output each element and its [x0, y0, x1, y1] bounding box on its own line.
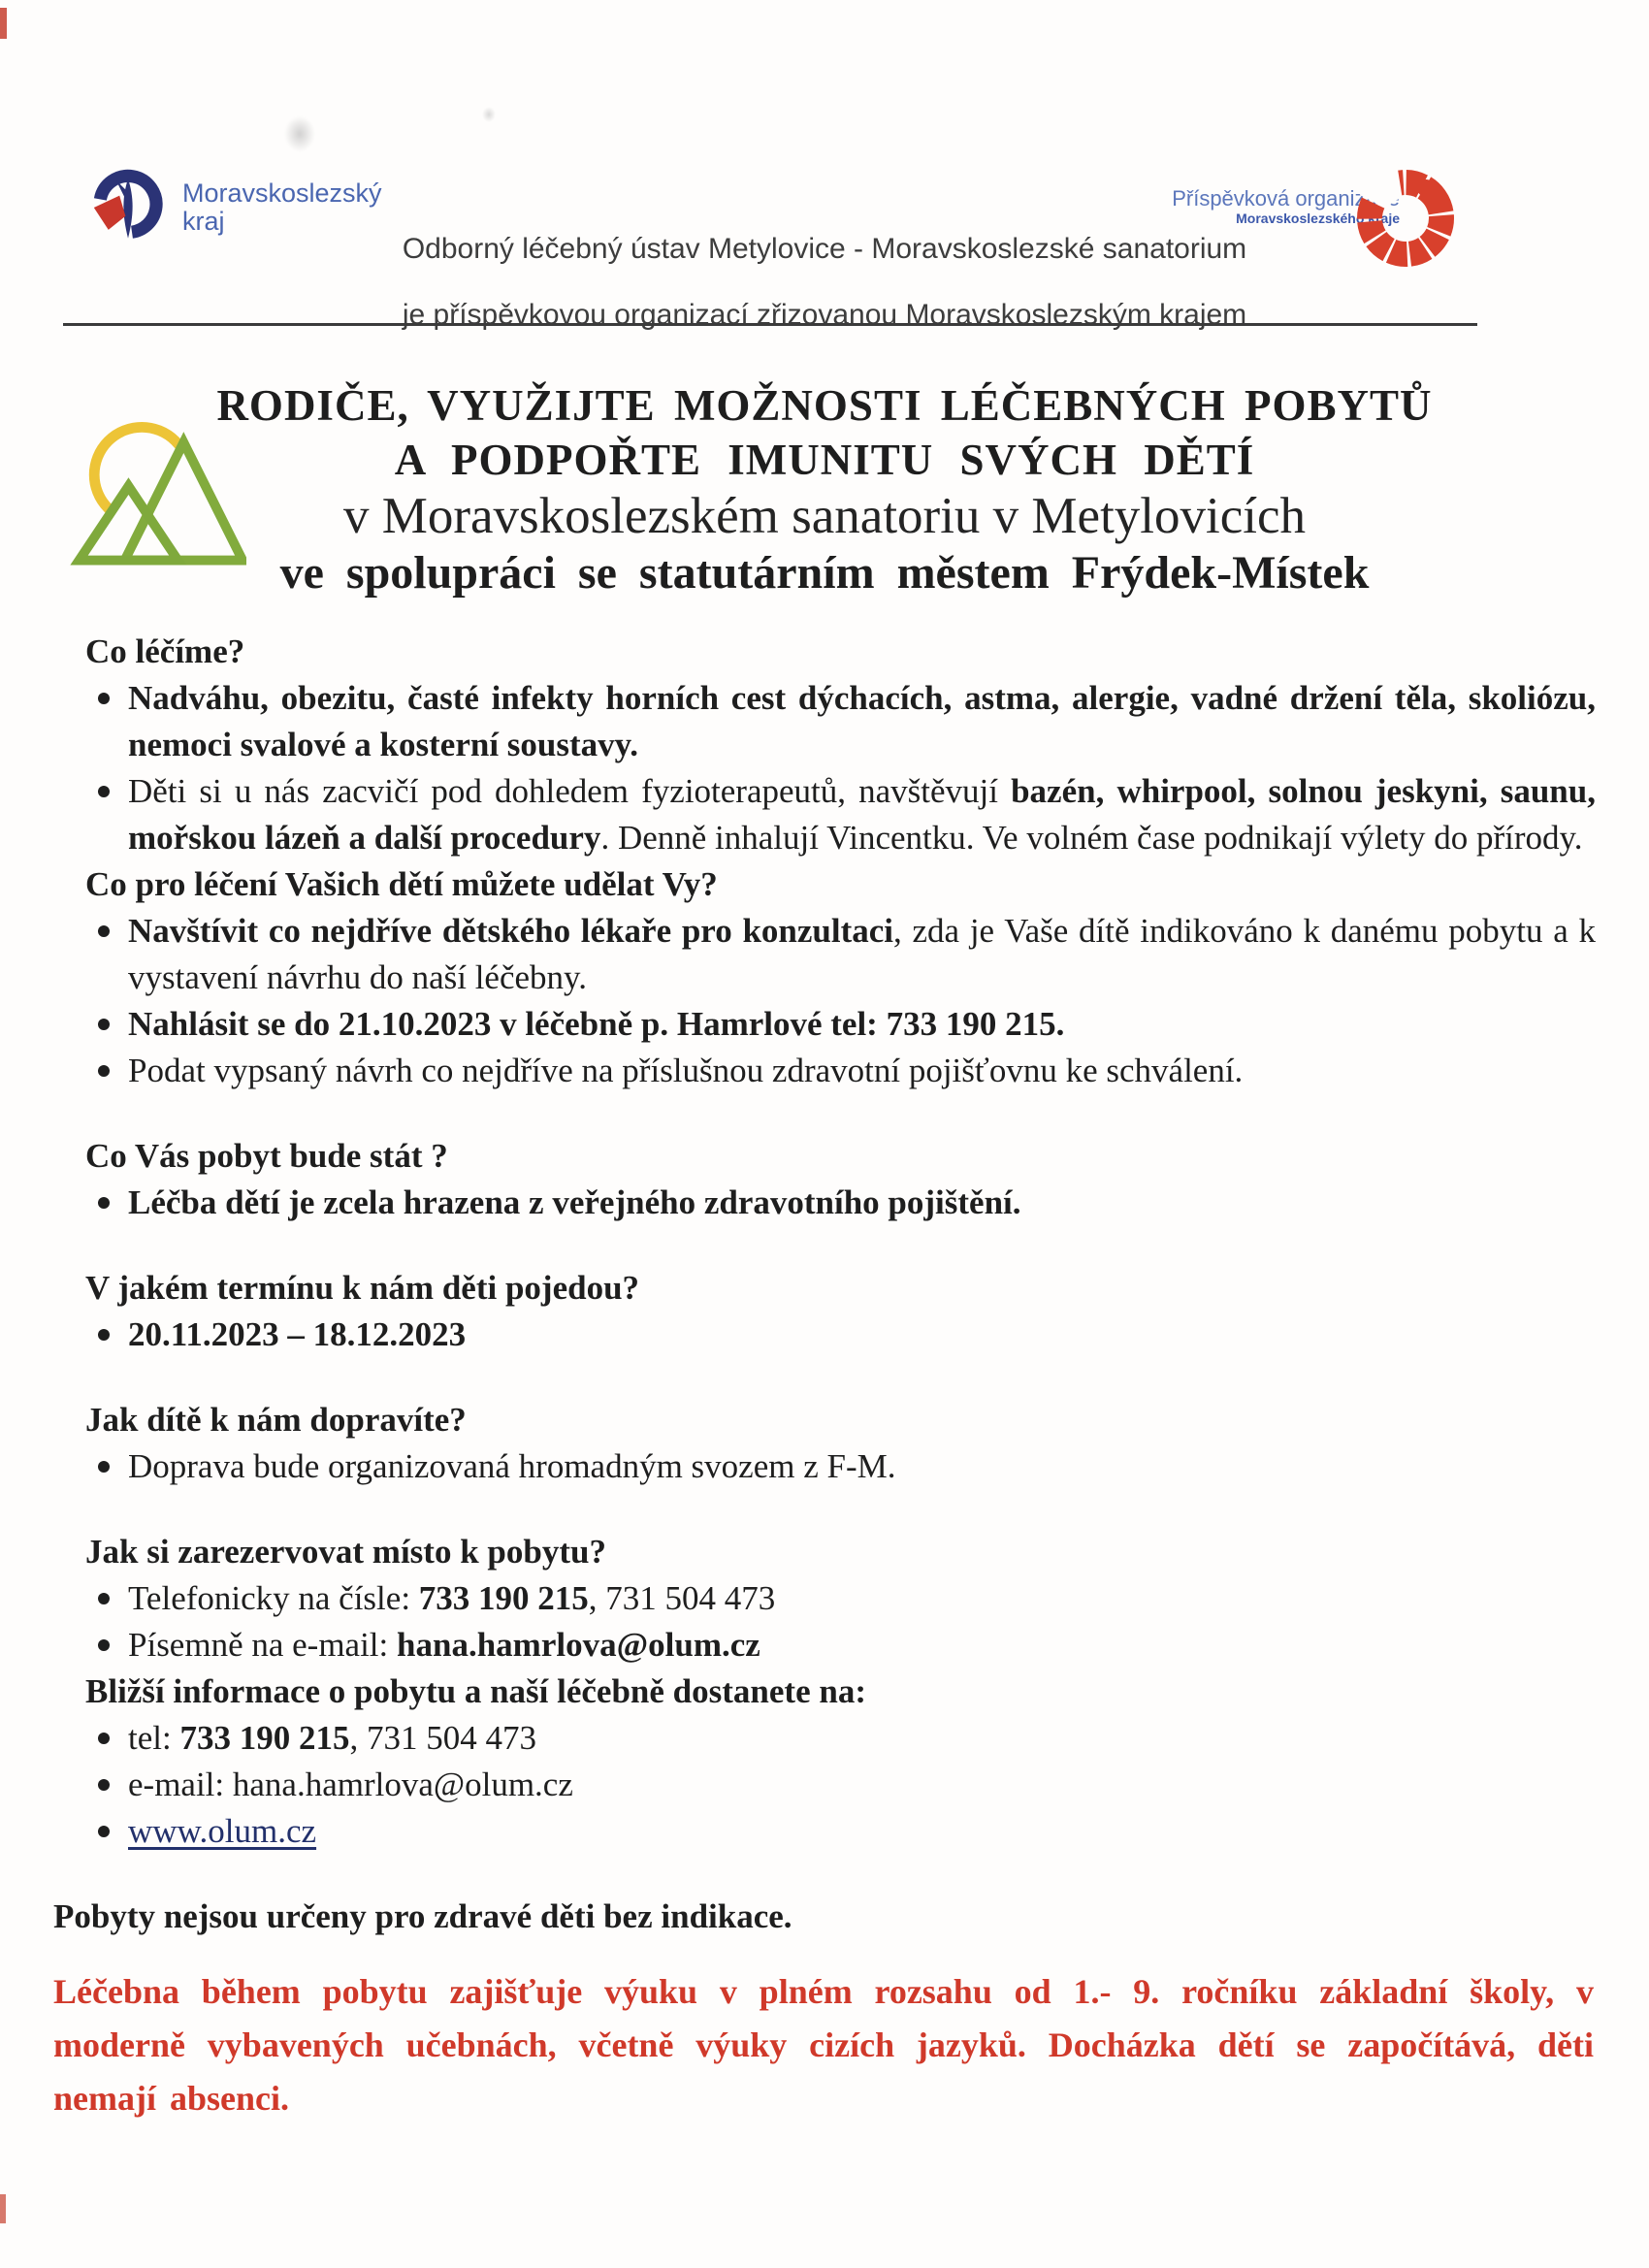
- list-more-info: [85, 1715, 1596, 1855]
- bullet-text: Léčba dětí je zcela hrazena z veřejného zdravotního pojištění.: [128, 1183, 1021, 1221]
- section-heading-what-you-can-do: Co pro léčení Vašich dětí můžete udělat Vy?: [85, 865, 718, 903]
- title-line2: A PODPOŘTE IMUNITU SVÝCH DĚTÍ: [394, 436, 1255, 484]
- region-logo-label-line2: kraj: [182, 207, 225, 236]
- bullet-text: Doprava bude organizovaná hromadným svozem z F-M.: [128, 1447, 896, 1485]
- bullet-text: , 731 504 473: [349, 1719, 536, 1757]
- no-healthy-children-note: Pobyty nejsou určeny pro zdravé děti bez indikace.: [53, 1897, 792, 1935]
- bullet-text: Nahlásit se do 21.10.2023 v léčebně p. Hamrlové tel: 733 190 215.: [128, 1005, 1065, 1043]
- moravskoslezsky-kraj-logo-icon: [85, 163, 171, 252]
- contributory-org-line1: Příspěvková organizace: [1172, 186, 1400, 211]
- institution-description: [349, 202, 1300, 363]
- bullet-text: 20.11.2023 – 18.12.2023: [128, 1315, 467, 1353]
- phone-number: 733 190 215: [179, 1719, 350, 1757]
- list-dates: [85, 1312, 1596, 1358]
- document-header: [0, 0, 1649, 331]
- institution-line1: Odborný léčebný ústav Metylovice - Moravskoslezské sanatorium: [402, 233, 1247, 265]
- section-heading-transport: Jak dítě k nám dopravíte?: [85, 1401, 467, 1439]
- header-divider: [63, 323, 1477, 326]
- email-address: hana.hamrlova@olum.cz: [397, 1626, 760, 1664]
- list-item: [85, 1762, 1596, 1808]
- section-heading-cost: Co Vás pobyt bude stát ?: [85, 1137, 448, 1175]
- bullet-text: . Denně inhalují Vincentku. Ve volném čase podnikají výlety do přírody.: [600, 819, 1583, 857]
- bullet-text: Písemně na e-mail:: [128, 1626, 398, 1664]
- title-line3: v Moravskoslezském sanatoriu v Metylovicích: [342, 488, 1307, 544]
- phone-number: 733 190 215: [418, 1579, 589, 1617]
- region-logo-group: [85, 163, 382, 252]
- bullet-text-bold: bazén, whirpool, solnou jeskyni, saunu, mořskou lázeň a další procedury: [128, 772, 1596, 857]
- bullet-text: Podat vypsaný návrh co nejdříve na příslušnou zdravotní pojišťovnu ke schválení.: [128, 1052, 1244, 1089]
- list-item: [85, 1622, 1596, 1669]
- list-cost: [85, 1180, 1596, 1226]
- segmented-ring-logo-icon: [1352, 163, 1459, 272]
- list-item: [85, 908, 1596, 1001]
- schooling-red-notice: Léčebna během pobytu zajišťuje výuku v plném rozsahu od 1.- 9. ročníku základní školy, v moderně vybavených učebnách, včetně výuky cizích jazyků. Docházka dětí se započítává, děti nemají absenci.: [53, 1972, 1594, 2118]
- list-item: [85, 1715, 1596, 1762]
- document-body: [53, 629, 1596, 2125]
- section-heading-more-info: Bližší informace o pobytu a naší léčebně dostanete na:: [85, 1672, 866, 1710]
- list-reservation: [85, 1575, 1596, 1669]
- section-heading-reservation: Jak si zarezervovat místo k pobytu?: [85, 1533, 606, 1571]
- list-item: [85, 1443, 1596, 1490]
- bullet-text: Telefonicky na čísle:: [128, 1579, 419, 1617]
- bullet-text: Nadváhu, obezitu, časté infekty horních cest dýchacích, astma, alergie, vadné držení těla, skoliózu, nemoci svalové a kosterní soustavy.: [128, 679, 1596, 763]
- title-line1: RODIČE, VYUŽIJTE MOŽNOSTI LÉČEBNÝCH POBYTŮ: [216, 381, 1433, 430]
- section-heading-dates: V jakém termínu k nám děti pojedou?: [85, 1269, 640, 1307]
- contributory-org-line2: Moravskoslezského kraje: [1236, 211, 1400, 226]
- sun-mountains-icon: [56, 415, 246, 568]
- title-block: [0, 378, 1649, 601]
- list-item: [85, 1180, 1596, 1226]
- scan-artifact-red-mark-bottom: [0, 2194, 6, 2223]
- list-transport: [85, 1443, 1596, 1490]
- list-item: [85, 1312, 1596, 1358]
- bullet-text: tel:: [128, 1719, 180, 1757]
- list-item: [85, 768, 1596, 861]
- bullet-text: e-mail: hana.hamrlova@olum.cz: [128, 1766, 573, 1803]
- list-item: [85, 1048, 1596, 1094]
- list-item: [85, 1575, 1596, 1622]
- bullet-text: , 731 504 473: [588, 1579, 776, 1617]
- list-item: [85, 675, 1596, 768]
- list-item: [85, 1001, 1596, 1048]
- institution-line2: je příspěvkovou organizací zřizovanou Moravskoslezským krajem: [402, 299, 1247, 331]
- bullet-text: Děti si u nás zacvičí pod dohledem fyzioterapeutů, navštěvují: [128, 772, 1012, 810]
- ring-logo-group: [1352, 163, 1459, 272]
- title-line4: ve spolupráci se statutárním městem Frýdek-Místek: [279, 547, 1370, 599]
- list-item: [85, 1808, 1596, 1855]
- website-link[interactable]: www.olum.cz: [128, 1812, 317, 1850]
- list-what-we-treat: [85, 675, 1596, 861]
- region-logo-label-line1: Moravskoslezský: [182, 178, 382, 208]
- list-what-you-can-do: [85, 908, 1596, 1094]
- section-heading-what-we-treat: Co léčíme?: [85, 632, 245, 670]
- bullet-text-bold: Navštívit co nejdříve dětského lékaře pro konzultaci: [128, 912, 894, 950]
- bullet-text: , zda je Vaše dítě indikováno k danému pobytu a k vystavení návrhu do naší léčebny.: [128, 912, 1596, 996]
